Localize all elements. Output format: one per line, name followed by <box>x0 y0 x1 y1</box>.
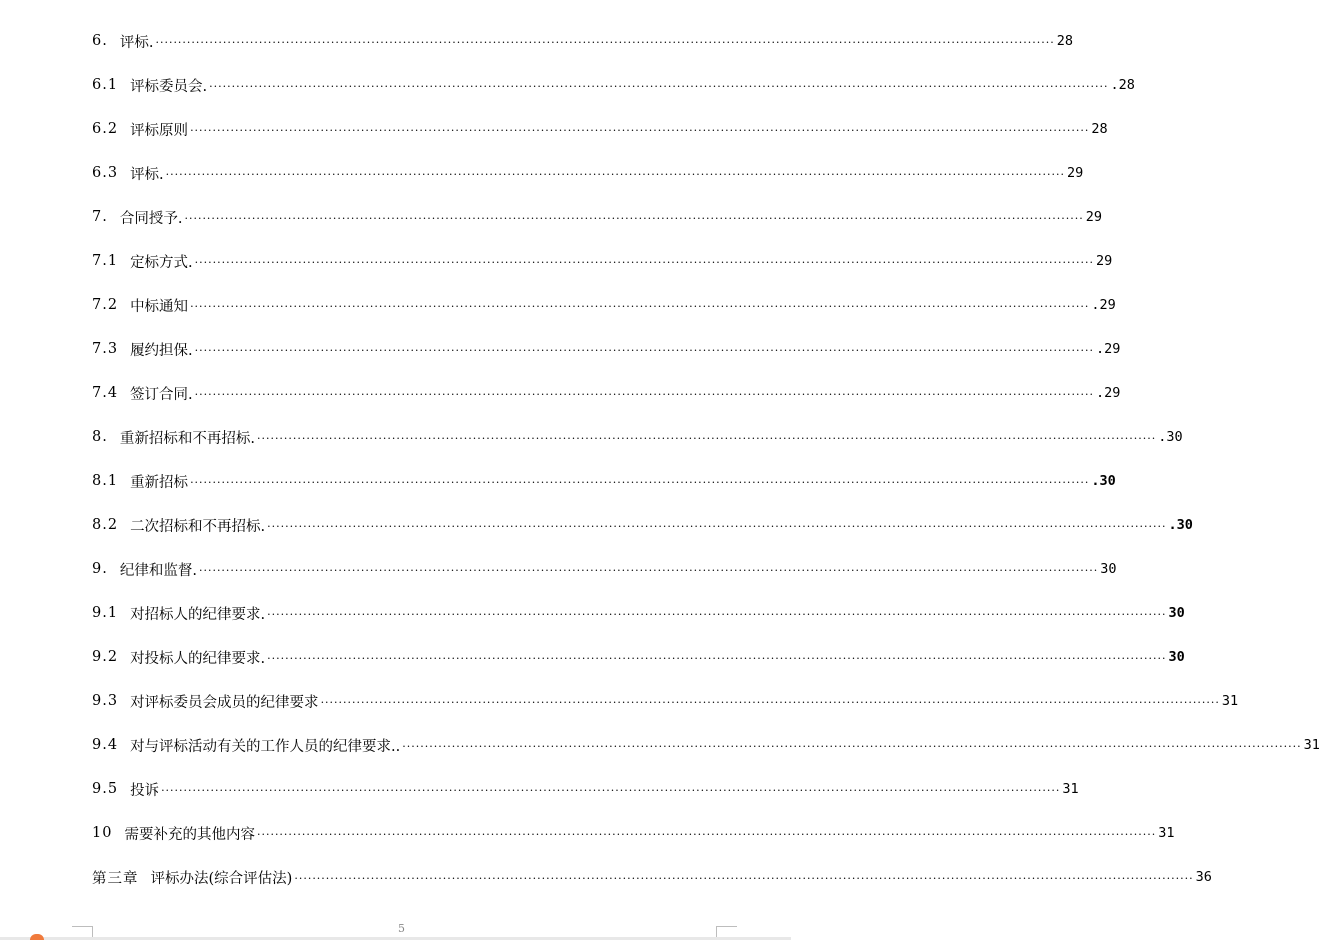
toc-entry[interactable] <box>92 811 1175 855</box>
toc-entry-page: 30 <box>1100 561 1117 577</box>
toc-dot-leader: ········································································································································································································ <box>194 387 1094 401</box>
toc-entry-title: 评标办法(综合评估法) <box>150 870 293 887</box>
toc-entry-page: 28 <box>1091 121 1108 137</box>
toc-entry-number: 6.1 <box>92 77 119 93</box>
toc-dot-leader: ········································································································································································································ <box>402 739 1302 753</box>
toc-entry-title: 履约担保. <box>130 342 193 359</box>
toc-dot-leader: ········································································································································································································ <box>194 255 1094 269</box>
toc-entry[interactable] <box>92 283 1116 327</box>
toc-entry-number: 7.1 <box>92 253 119 269</box>
toc-entry-title: 重新招标 <box>130 474 189 491</box>
toc-entry[interactable] <box>92 327 1121 371</box>
toc-entry-number: 9.4 <box>92 737 119 753</box>
toc-entry-title: 评标委员会. <box>130 78 208 95</box>
toc-entry-page: 31 <box>1221 693 1239 709</box>
toc-dot-leader: ········································································································································································································ <box>155 35 1055 49</box>
toc-entry-title: 对招标人的纪律要求. <box>130 606 266 623</box>
toc-entry-page: 29 <box>1085 209 1103 225</box>
toc-dot-leader: ········································································································································································································ <box>209 79 1109 93</box>
toc-entry-title: 二次招标和不再招标. <box>130 518 266 535</box>
toc-entry-title: 投诉 <box>130 782 160 799</box>
toc-entry-page: .30 <box>1158 429 1183 445</box>
toc-entry[interactable] <box>92 107 1108 151</box>
toc-entry-page: 30 <box>1168 649 1185 665</box>
toc-entry[interactable] <box>92 635 1185 679</box>
toc-entry-number: 9.5 <box>92 781 119 797</box>
toc-entry-number: 7. <box>92 209 108 225</box>
toc-entry-page: .29 <box>1096 385 1121 401</box>
toc-entry-page: 29 <box>1096 253 1113 269</box>
toc-entry-page: .29 <box>1096 341 1121 357</box>
toc-entry-page: .30 <box>1168 517 1193 533</box>
toc-entry[interactable] <box>92 767 1079 811</box>
toc-entry-title: 合同授予. <box>119 210 183 227</box>
toc-entry-title: 对评标委员会成员的纪律要求 <box>130 694 319 711</box>
toc-entry[interactable] <box>92 151 1084 195</box>
toc-dot-leader: ········································································································································································································ <box>190 123 1090 137</box>
toc-entry-number: 6.3 <box>92 165 119 181</box>
toc-entry-number: 7.2 <box>92 297 119 313</box>
toc-dot-leader: ········································································································································································································ <box>198 563 1099 577</box>
toc-entry-number: 7.3 <box>92 341 119 357</box>
toc-dot-leader: ········································································································································································································ <box>320 695 1220 709</box>
toc-dot-leader: ········································································································································································································ <box>267 651 1167 665</box>
toc-entry-number: 7.4 <box>92 385 119 401</box>
toc-entry-number: 9.1 <box>92 605 119 621</box>
toc-entry[interactable] <box>92 591 1185 635</box>
toc-entry-title: 签订合同. <box>130 386 193 403</box>
toc-entry-page: .28 <box>1110 77 1135 93</box>
toc-entry-number: 8.1 <box>92 473 119 489</box>
toc-entry-title: 纪律和监督. <box>119 562 197 579</box>
toc-entry-page: 36 <box>1195 869 1212 885</box>
toc-dot-leader: ········································································································································································································ <box>165 167 1065 181</box>
toc-entry-title: 重新招标和不再招标. <box>119 430 255 447</box>
toc-entry-title: 评标. <box>119 34 154 51</box>
toc-entry-number: 10 <box>92 825 113 841</box>
toc-entry-page: 31 <box>1062 781 1079 797</box>
toc-entry[interactable] <box>92 459 1116 503</box>
toc-entry-title: 对与评标活动有关的工作人员的纪律要求.. <box>130 738 401 755</box>
toc-entry-number: 8. <box>92 429 108 445</box>
toc-dot-leader: ········································································································································································································ <box>267 519 1167 533</box>
toc-dot-leader: ········································································································································································································ <box>190 299 1090 313</box>
toc-entry-number: 8.2 <box>92 517 119 533</box>
toc-entry-title: 需要补充的其他内容 <box>124 826 255 843</box>
toc-entry[interactable] <box>92 19 1074 63</box>
toc-dot-leader: ········································································································································································································ <box>194 343 1094 357</box>
toc-dot-leader: ········································································································································································································ <box>184 211 1084 225</box>
toc-dot-leader: ········································································································································································································ <box>267 607 1167 621</box>
toc-entry-number: 6. <box>92 33 108 49</box>
toc-entry[interactable] <box>92 503 1193 547</box>
toc-dot-leader: ········································································································································································································ <box>190 475 1090 489</box>
page-number: 5 <box>398 922 405 935</box>
toc-entry-page: .29 <box>1091 297 1116 313</box>
toc-entry-page: 31 <box>1303 737 1320 753</box>
toc-entry[interactable] <box>92 679 1239 723</box>
app-logo-icon <box>30 934 44 940</box>
toc-entry[interactable] <box>92 547 1117 591</box>
toc-entry-number: 第三章 <box>92 870 139 887</box>
toc-entry-title: 对投标人的纪律要求. <box>130 650 266 667</box>
toc-entry-number: 6.2 <box>92 121 119 137</box>
toc-entry-page: 30 <box>1168 605 1185 621</box>
toc-entry[interactable] <box>92 415 1183 459</box>
toc-dot-leader: ········································································································································································································ <box>294 871 1194 885</box>
toc-entry-page: 28 <box>1056 33 1074 49</box>
toc-entry-title: 评标. <box>130 166 164 183</box>
table-of-contents <box>92 19 1320 899</box>
toc-entry-number: 9.3 <box>92 693 119 709</box>
toc-entry-page: .30 <box>1091 473 1116 489</box>
toc-entry[interactable] <box>92 195 1103 239</box>
toc-entry[interactable] <box>92 371 1121 415</box>
toc-entry[interactable] <box>92 63 1135 107</box>
toc-entry-title: 定标方式. <box>130 254 193 271</box>
toc-entry[interactable] <box>92 723 1320 767</box>
toc-entry-number: 9. <box>92 561 108 577</box>
toc-dot-leader: ········································································································································································································ <box>256 431 1157 445</box>
toc-entry[interactable] <box>92 855 1212 899</box>
toc-entry[interactable] <box>92 239 1113 283</box>
toc-entry-number: 9.2 <box>92 649 119 665</box>
toc-entry-page: 29 <box>1067 165 1084 181</box>
toc-entry-page: 31 <box>1158 825 1175 841</box>
toc-entry-title: 中标通知 <box>130 298 189 315</box>
toc-entry-title: 评标原则 <box>130 122 189 139</box>
toc-dot-leader: ········································································································································································································ <box>256 827 1157 841</box>
toc-dot-leader: ········································································································································································································ <box>161 783 1061 797</box>
